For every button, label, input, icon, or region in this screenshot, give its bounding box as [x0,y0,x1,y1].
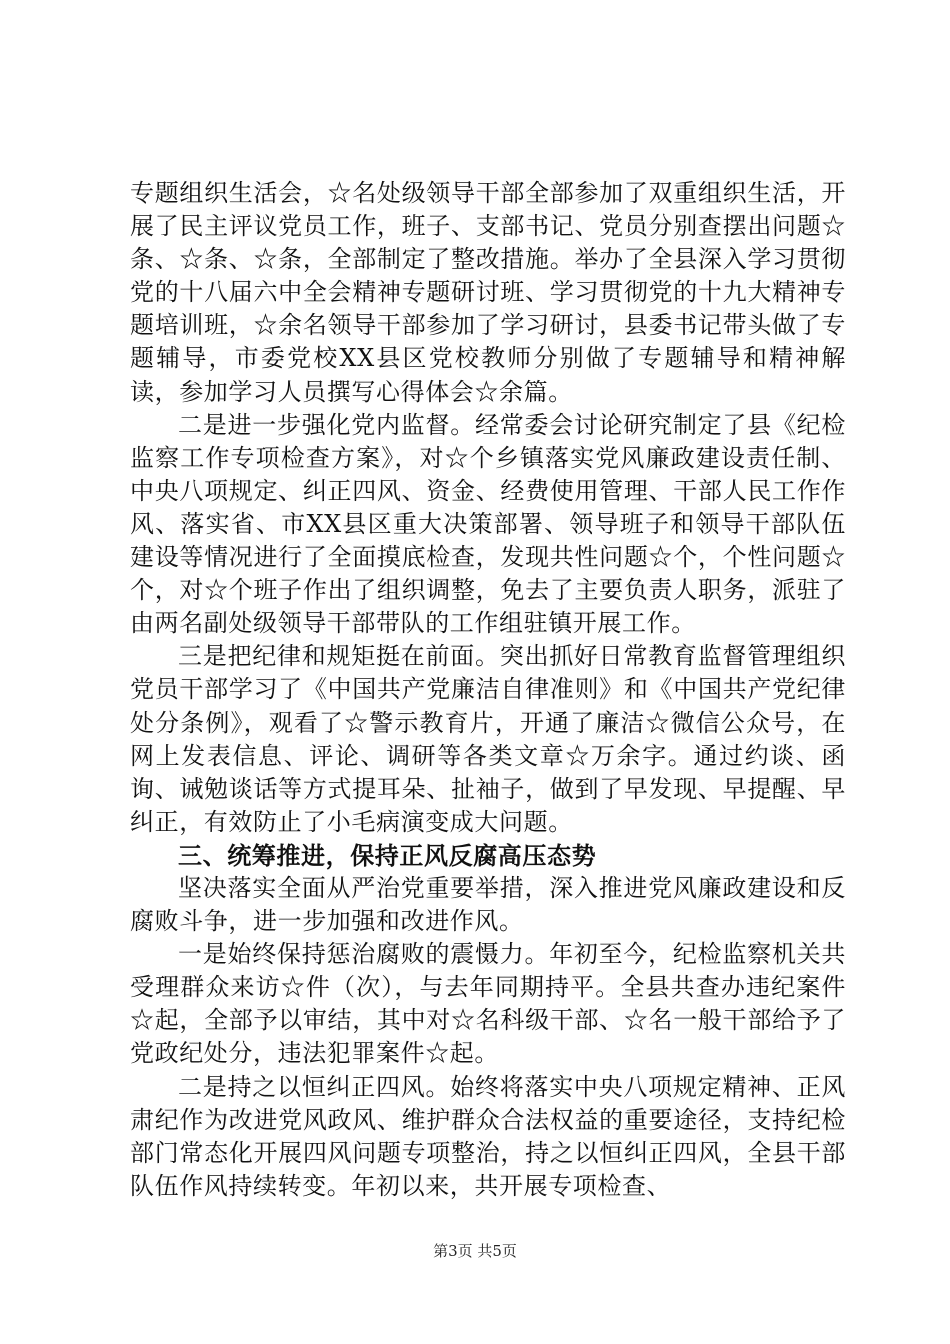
page-number-footer: 第3页 共5页 [433,1242,517,1260]
paragraph-continued: 专题组织生活会，☆名处级领导干部全部参加了双重组织生活，开展了民主评议党员工作，班子、支部书记、党员分别查摆出问题☆条、☆条、☆条，全部制定了整改措施。举办了全县深入学习贯彻党的十八届六中全会精神专题研讨班、学习贯彻党的十九大精神专题培训班，☆余名领导干部参加了学习研讨，县委书记带头做了专题辅导，市委党校XX县区党校教师分别做了专题辅导和精神解读，参加学习人员撰写心得体会☆余篇。 [130,179,846,406]
paragraph-party-supervision: 二是进一步强化党内监督。经常委会讨论研究制定了县《纪检监察工作专项检查方案》，对☆个乡镇落实党风廉政建设责任制、中央八项规定、纠正四风、资金、经费使用管理、干部人民工作作风、落实省、市XX县区重大决策部署、领导班子和领导干部队伍建设等情况进行了全面摸底检查，发现共性问题☆个，个性问题☆个，对☆个班子作出了组织调整，免去了主要负责人职务，派驻了由两名副处级领导干部带队的工作组驻镇开展工作。 [130,410,846,638]
paragraph-anti-corruption: 一是始终保持惩治腐败的震慑力。年初至今，纪检监察机关共受理群众来访☆件（次），与去年同期持平。全县共查办违纪案件☆起，全部予以审结，其中对☆名科级干部、☆名一般干部给予了党政纪处分，违法犯罪案件☆起。 [130,940,846,1068]
paragraph-discipline-rules: 三是把纪律和规矩挺在前面。突出抓好日常教育监督管理组织党员干部学习了《中国共产党廉洁自律准则》和《中国共产党纪律处分条例》，观看了☆警示教育片，开通了廉洁☆微信公众号，在网上发表信息、评论、调研等各类文章☆万余字。通过约谈、函询、诫勉谈话等方式提耳朵、扯袖子，做到了早发现、早提醒、早纠正，有效防止了小毛病演变成大问题。 [130,642,846,836]
paragraph-four-winds: 二是持之以恒纠正四风。始终将落实中央八项规定精神、正风肃纪作为改进党风政风、维护群众合法权益的重要途径，支持纪检部门常态化开展四风问题专项整治，持之以恒纠正四风，全县干部队伍作风持续转变。年初以来，共开展专项检查、 [130,1072,846,1200]
document-body [130,177,846,1203]
paragraph-section-intro: 坚决落实全面从严治党重要举措，深入推进党风廉政建设和反腐败斗争，进一步加强和改进作风。 [130,873,846,936]
section-heading: 三、统筹推进，保持正风反腐高压态势 [178,840,597,870]
